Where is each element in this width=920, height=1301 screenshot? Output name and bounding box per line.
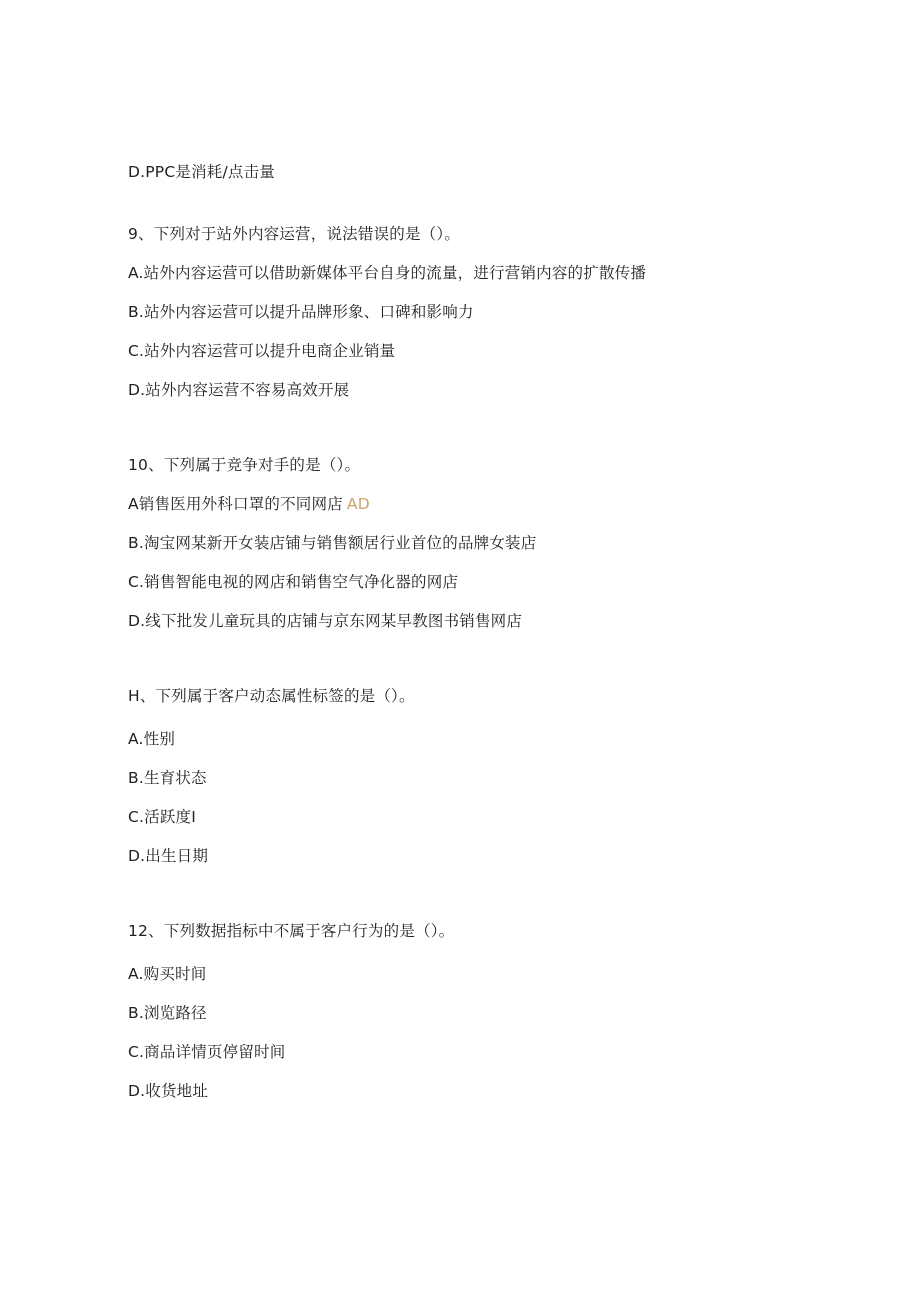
q12-option-a: A.购买时间 bbox=[128, 965, 207, 983]
q11-option-d: D.出生日期 bbox=[128, 847, 209, 865]
q12-stem: 12、下列数据指标中不属于客户行为的是（）。 bbox=[128, 922, 455, 940]
q8-option-d: D.PPC是消耗/点击量 bbox=[128, 163, 276, 181]
q11-option-a: A.性别 bbox=[128, 730, 176, 748]
q10-answer-mark: AD bbox=[346, 495, 370, 513]
q9-option-a: A.站外内容运营可以借助新媒体平台自身的流量，进行营销内容的扩散传播 bbox=[128, 264, 647, 282]
q9-stem: 9、下列对于站外内容运营，说法错误的是（）。 bbox=[128, 225, 461, 243]
q10-option-c: C.销售智能电视的网店和销售空气净化器的网店 bbox=[128, 573, 459, 591]
q10-stem: 10、下列属于竞争对手的是（）。 bbox=[128, 456, 361, 474]
q9-option-d: D.站外内容运营不容易高效开展 bbox=[128, 381, 350, 399]
q9-option-c: C.站外内容运营可以提升电商企业销量 bbox=[128, 342, 396, 360]
q12-option-b: B.浏览路径 bbox=[128, 1004, 207, 1022]
q10-option-d: D.线下批发儿童玩具的店铺与京东网某早教图书销售网店 bbox=[128, 612, 523, 630]
q11-option-b: B.生育状态 bbox=[128, 769, 207, 787]
q12-option-c: C.商品详情页停留时间 bbox=[128, 1043, 286, 1061]
q10-option-b: B.淘宝网某新开女装店铺与销售额居行业首位的品牌女装店 bbox=[128, 534, 537, 552]
q9-option-b: B.站外内容运营可以提升品牌形象、口碑和影响力 bbox=[128, 303, 474, 321]
q11-option-c: C.活跃度I bbox=[128, 808, 197, 826]
q12-option-d: D.收货地址 bbox=[128, 1082, 209, 1100]
q10-option-a bbox=[128, 494, 370, 514]
q11-stem: H、下列属于客户动态属性标签的是（）。 bbox=[128, 687, 415, 705]
q10-option-a-text: A销售医用外科口罩的不同网店 bbox=[128, 495, 343, 513]
